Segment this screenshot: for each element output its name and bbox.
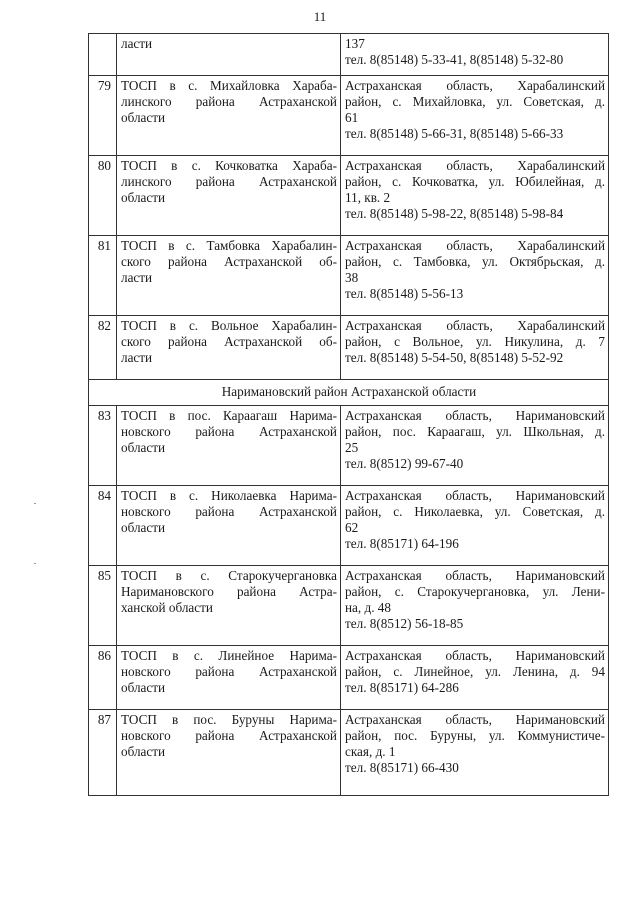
office-address xyxy=(341,76,609,156)
cell-line: ласти xyxy=(121,350,153,365)
cell-line: тел. 8(85148) 5-98-22, 8(85148) 5-98-84 xyxy=(345,206,564,221)
cell-line: ТОСП в с. Линейное Нарима- xyxy=(121,648,337,663)
table-row xyxy=(89,646,609,710)
row-number: 82 xyxy=(89,316,117,380)
cell-line: район, с. Линейное, ул. Ленина, д. 94 xyxy=(345,664,605,679)
office-name xyxy=(117,156,341,236)
office-name xyxy=(117,486,341,566)
cell-line: Астраханская область, Харабалинский xyxy=(345,238,605,253)
office-address xyxy=(341,236,609,316)
row-number: 84 xyxy=(89,486,117,566)
office-address xyxy=(341,710,609,796)
cell-line: 137 xyxy=(345,36,365,51)
cell-line: тел. 8(85171) 64-196 xyxy=(345,536,459,551)
row-number xyxy=(89,34,117,76)
cell-line: ская, д. 1 xyxy=(345,744,396,759)
cell-line: ТОСП в пос. Буруны Нарима- xyxy=(121,712,337,727)
table-row xyxy=(89,156,609,236)
table-row xyxy=(89,566,609,646)
cell-line: тел. 8(85148) 5-33-41, 8(85148) 5-32-80 xyxy=(345,52,564,67)
office-name xyxy=(117,236,341,316)
office-address xyxy=(341,646,609,710)
office-name xyxy=(117,34,341,76)
cell-line: ского района Астраханской об- xyxy=(121,334,337,349)
cell-line: ласти xyxy=(121,270,153,285)
registry-table-body xyxy=(89,34,609,796)
row-number: 87 xyxy=(89,710,117,796)
office-name xyxy=(117,406,341,486)
table-row xyxy=(89,236,609,316)
cell-line: Астраханская область, Наримановский xyxy=(345,648,605,663)
row-number: 80 xyxy=(89,156,117,236)
cell-line: тел. 8(8512) 56-18-85 xyxy=(345,616,464,631)
cell-line: области xyxy=(121,190,166,205)
cell-line: области xyxy=(121,110,166,125)
cell-line: Астраханская область, Наримановский xyxy=(345,568,605,583)
office-name xyxy=(117,566,341,646)
cell-line: 25 xyxy=(345,440,359,455)
cell-line: район, с. Кочковатка, ул. Юбилейная, д. xyxy=(345,174,605,189)
page-number: 11 xyxy=(313,9,327,24)
cell-line: район, с. Михайловка, ул. Советская, д. xyxy=(345,94,605,109)
office-name xyxy=(117,316,341,380)
office-address xyxy=(341,156,609,236)
row-number: 83 xyxy=(89,406,117,486)
cell-line: новского района Астраханской xyxy=(121,728,337,743)
row-number: 86 xyxy=(89,646,117,710)
table-row xyxy=(89,34,609,76)
cell-line: тел. 8(8512) 99-67-40 xyxy=(345,456,464,471)
cell-line: Астраханская область, Наримановский xyxy=(345,488,605,503)
cell-line: Астраханская область, Наримановский xyxy=(345,408,605,423)
cell-line: новского района Астраханской xyxy=(121,504,337,519)
row-number: 85 xyxy=(89,566,117,646)
cell-line: 38 xyxy=(345,270,359,285)
office-address xyxy=(341,566,609,646)
cell-line: район, с. Николаевка, ул. Советская, д. xyxy=(345,504,605,519)
cell-line: ТОСП в с. Вольное Харабалин- xyxy=(121,318,337,333)
table-row xyxy=(89,406,609,486)
table-row xyxy=(89,76,609,156)
cell-line: район, пос. Буруны, ул. Коммунистиче- xyxy=(345,728,605,743)
cell-line: ТОСП в с. Тамбовка Харабалин- xyxy=(121,238,337,253)
table-row xyxy=(89,316,609,380)
cell-line: ТОСП в с. Николаевка Нарима- xyxy=(121,488,337,503)
cell-line: области xyxy=(121,440,166,455)
cell-line: тел. 8(85171) 66-430 xyxy=(345,760,459,775)
office-address xyxy=(341,486,609,566)
cell-line: на, д. 48 xyxy=(345,600,391,615)
cell-line: ТОСП в с. Старокучергановка xyxy=(121,568,337,583)
cell-line: тел. 8(85148) 5-56-13 xyxy=(345,286,464,301)
office-name xyxy=(117,710,341,796)
cell-line: Астраханская область, Харабалинский xyxy=(345,158,605,173)
table-row xyxy=(89,710,609,796)
cell-line: линского района Астраханской xyxy=(121,174,337,189)
office-name xyxy=(117,646,341,710)
cell-line: линского района Астраханской xyxy=(121,94,337,109)
cell-line: 61 xyxy=(345,110,359,125)
cell-line: район, с. Старокучергановка, ул. Лени- xyxy=(345,584,605,599)
cell-line: области xyxy=(121,520,166,535)
cell-line: Астраханская область, Харабалинский xyxy=(345,318,605,333)
cell-line: тел. 8(85148) 5-66-31, 8(85148) 5-66-33 xyxy=(345,126,564,141)
cell-line: тел. 8(85171) 64-286 xyxy=(345,680,459,695)
office-name xyxy=(117,76,341,156)
cell-line: ханской области xyxy=(121,600,213,615)
section-title: Наримановский район Астраханской области xyxy=(89,380,609,406)
office-address xyxy=(341,406,609,486)
table-row xyxy=(89,486,609,566)
cell-line: области xyxy=(121,744,166,759)
row-number: 81 xyxy=(89,236,117,316)
cell-line: области xyxy=(121,680,166,695)
cell-line: район, с. Тамбовка, ул. Октябрьская, д. xyxy=(345,254,605,269)
office-address xyxy=(341,316,609,380)
cell-line: ласти xyxy=(121,36,153,51)
cell-line: район, с Вольное, ул. Никулина, д. 7 xyxy=(345,334,605,349)
section-row xyxy=(89,380,609,406)
margin-mark xyxy=(34,563,36,564)
cell-line: тел. 8(85148) 5-54-50, 8(85148) 5-52-92 xyxy=(345,350,564,365)
cell-line: Астраханская область, Харабалинский xyxy=(345,78,605,93)
margin-mark xyxy=(34,503,36,504)
cell-line: новского района Астраханской xyxy=(121,424,337,439)
cell-line: новского района Астраханской xyxy=(121,664,337,679)
cell-line: ского района Астраханской об- xyxy=(121,254,337,269)
row-number: 79 xyxy=(89,76,117,156)
registry-table xyxy=(88,33,609,796)
cell-line: район, пос. Караагаш, ул. Школьная, д. xyxy=(345,424,605,439)
cell-line: ТОСП в пос. Караагаш Нарима- xyxy=(121,408,337,423)
cell-line: 62 xyxy=(345,520,359,535)
cell-line: ТОСП в с. Михайловка Хараба- xyxy=(121,78,337,93)
cell-line: ТОСП в с. Кочковатка Хараба- xyxy=(121,158,337,173)
cell-line: Астраханская область, Наримановский xyxy=(345,712,605,727)
cell-line: Наримановского района Астра- xyxy=(121,584,337,599)
cell-line: 11, кв. 2 xyxy=(345,190,391,205)
office-address xyxy=(341,34,609,76)
